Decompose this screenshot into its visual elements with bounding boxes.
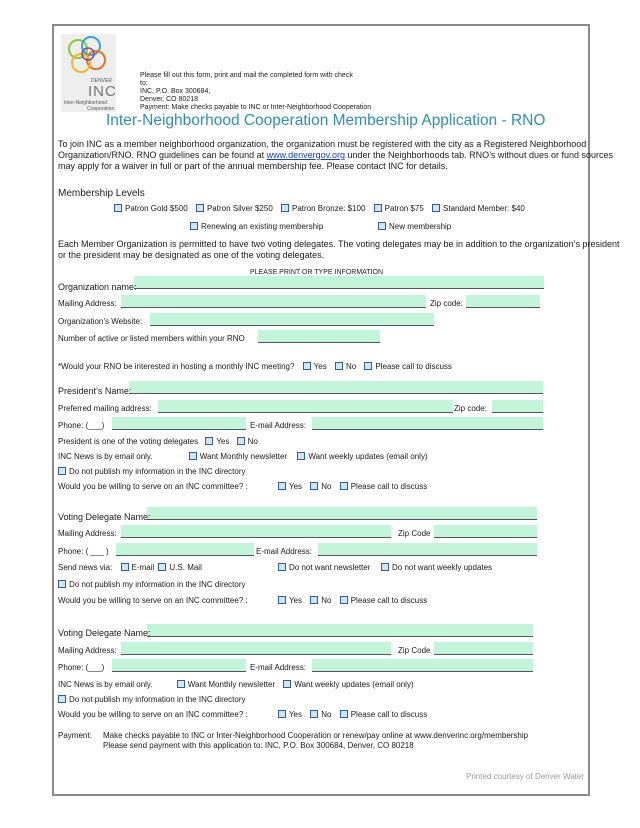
president-news-row: INC News is by email only. Want Monthly newsletter Want weekly updates (email only)	[58, 452, 428, 461]
delegates-note-line2: or the president may be designated as one of the voting delegates.	[58, 250, 325, 260]
checkbox-icon[interactable]	[58, 580, 66, 588]
checkbox-icon[interactable]	[177, 680, 185, 688]
checkbox-icon[interactable]	[303, 362, 311, 370]
host-no[interactable]: No	[335, 362, 356, 371]
checkbox-icon[interactable]	[310, 710, 318, 718]
delegate1-publish-option[interactable]: Do not publish my information in the INC directory	[58, 580, 246, 590]
delegate2-zip-field[interactable]	[434, 642, 533, 655]
delegate1-phone-label: Phone: ( ___ )	[58, 547, 109, 556]
delegate1-committee-yes[interactable]: Yes	[278, 596, 302, 605]
intro-line2: Organization/RNO. RNO guidelines can be found at www.denvergov.org under the Neighborhoods tab. RNO’s without dues or fund sources	[58, 150, 613, 160]
president-delegate-row: President is one of the voting delegates Yes No	[58, 437, 258, 446]
checkbox-icon[interactable]	[340, 710, 348, 718]
checkbox-icon[interactable]	[237, 437, 245, 445]
host-call[interactable]: Please call to discuss	[364, 362, 451, 371]
checkbox-icon[interactable]	[364, 362, 372, 370]
checkbox-icon[interactable]	[205, 437, 213, 445]
delegate1-committee-row: Would you be willing to serve on an INC committee? : Yes No Please call to discuss	[58, 596, 428, 605]
delegate2-email-field[interactable]	[312, 659, 533, 672]
checkbox-icon[interactable]	[432, 204, 440, 212]
application-form-page	[52, 24, 620, 796]
checkbox-icon[interactable]	[310, 596, 318, 604]
membership-heading: Membership Levels	[58, 188, 145, 199]
print-notice: PLEASE PRINT OR TYPE INFORMATION	[250, 269, 384, 276]
president-email-field[interactable]	[312, 417, 543, 430]
president-zip-field[interactable]	[492, 400, 543, 413]
president-committee-call[interactable]: Please call to discuss	[340, 482, 427, 491]
delegate2-committee-row: Would you be willing to serve on an INC committee? : Yes No Please call to discuss	[58, 710, 428, 719]
checkbox-icon[interactable]	[58, 695, 66, 703]
instructions-line: INC, P.O. Box 300684,	[140, 88, 211, 95]
delegate2-mailing-label: Mailing Address:	[58, 646, 117, 655]
delegate2-name-field[interactable]	[147, 624, 533, 637]
level-silver[interactable]: Patron Silver $250	[196, 204, 273, 213]
org-name-field[interactable]	[134, 276, 544, 289]
checkbox-icon[interactable]	[121, 563, 129, 571]
delegate2-zip-label: Zip Code	[398, 646, 431, 655]
president-news-monthly[interactable]: Want Monthly newsletter	[189, 452, 287, 461]
instructions-line: Denver, CO 80218	[140, 96, 198, 103]
president-phone-label: Phone: (___)	[58, 421, 105, 430]
payment-label: Payment:	[58, 731, 92, 740]
host-yes[interactable]: Yes	[303, 362, 327, 371]
checkbox-icon[interactable]	[58, 467, 66, 475]
level-standard[interactable]: Standard Member: $40	[432, 204, 525, 213]
org-mailing-label: Mailing Address:	[58, 299, 117, 308]
delegate1-send-email[interactable]: E-mail	[121, 563, 155, 572]
delegate2-address-field[interactable]	[121, 642, 391, 655]
logo-big-text: INC	[88, 83, 117, 100]
org-website-field[interactable]	[150, 313, 434, 326]
page-title: Inter-Neighborhood Cooperation Membership Application - RNO	[106, 112, 546, 129]
instructions-line: Please fill out this form, print and mail the completed form with check	[140, 72, 353, 79]
payment-line1: Make checks payable to INC or Inter-Neighborhood Cooperation or renew/pay online at www.denverinc.org/membership	[103, 731, 529, 740]
checkbox-icon[interactable]	[340, 482, 348, 490]
denvergov-link[interactable]: www.denvergov.org	[266, 150, 345, 160]
delegate1-email-field[interactable]	[318, 543, 537, 556]
president-address-label: Preferred mailing address:	[58, 404, 152, 413]
logo-rings-icon	[61, 34, 116, 78]
delegate1-phone-field[interactable]	[116, 543, 254, 556]
payment-line2: Please send payment with this application to: INC, P.O. Box 300684, Denver, CO 80218	[103, 741, 414, 750]
instructions-line: to:	[140, 80, 148, 87]
delegate1-committee-call[interactable]: Please call to discuss	[340, 596, 427, 605]
level-gold[interactable]: Patron Gold $500	[114, 204, 188, 213]
logo-sub2: Cooperation	[87, 106, 115, 112]
instructions-line: Payment: Make checks payable to INC or Inter-Neighborhood Cooperation	[140, 104, 372, 111]
delegate2-email-label: E-mail Address:	[250, 663, 307, 672]
delegate1-zip-label: Zip Code	[398, 529, 431, 538]
president-delegate-yes[interactable]: Yes	[205, 437, 229, 446]
footer-credit: Printed courtesy of Denver Water	[466, 772, 584, 781]
president-address-field[interactable]	[158, 400, 453, 413]
checkbox-icon[interactable]	[158, 563, 166, 571]
org-name-label: Organization name:	[58, 282, 137, 292]
delegate2-committee-yes[interactable]: Yes	[278, 710, 302, 719]
checkbox-icon[interactable]	[297, 452, 305, 460]
org-zip-field[interactable]	[466, 295, 540, 308]
delegate1-name-label: Voting Delegate Name:	[58, 512, 151, 522]
checkbox-icon[interactable]	[278, 482, 286, 490]
inc-logo	[61, 34, 116, 112]
org-website-label: Organization’s Website:	[58, 317, 143, 326]
logo-sub1: Inter-Neighborhood	[64, 100, 108, 106]
delegate1-send-row: Send news via: E-mail U.S. Mail	[58, 563, 202, 572]
checkbox-icon[interactable]	[283, 680, 291, 688]
president-committee-yes[interactable]: Yes	[278, 482, 302, 491]
new-membership-option[interactable]: New membership	[378, 222, 451, 232]
delegate1-send-mail[interactable]: U.S. Mail	[158, 563, 201, 572]
membership-levels-row	[114, 204, 525, 214]
president-zip-label: Zip code:	[454, 404, 487, 413]
checkbox-icon[interactable]	[374, 204, 382, 212]
checkbox-icon[interactable]	[278, 563, 286, 571]
delegate1-name-field[interactable]	[147, 507, 537, 520]
delegate1-mailing-label: Mailing Address:	[58, 529, 117, 538]
president-name-label: President’s Name:	[58, 386, 132, 396]
delegate2-news-weekly[interactable]: Want weekly updates (email only)	[283, 680, 413, 689]
checkbox-icon[interactable]	[340, 596, 348, 604]
president-publish-option[interactable]: Do not publish my information in the INC directory	[58, 467, 246, 477]
delegate1-no-newsletter[interactable]: Do not want newsletter	[278, 563, 370, 573]
checkbox-icon[interactable]	[381, 563, 389, 571]
delegate1-zip-field[interactable]	[434, 525, 537, 538]
checkbox-icon[interactable]	[189, 452, 197, 460]
checkbox-icon[interactable]	[281, 204, 289, 212]
delegate2-phone-field[interactable]	[112, 659, 246, 672]
members-count-field[interactable]	[258, 330, 380, 343]
president-delegate-no[interactable]: No	[237, 437, 258, 446]
delegate1-address-field[interactable]	[121, 525, 391, 538]
delegate2-name-label: Voting Delegate Name:	[58, 628, 151, 638]
checkbox-icon[interactable]	[114, 204, 122, 212]
president-news-weekly[interactable]: Want weekly updates (email only)	[297, 452, 427, 461]
checkbox-icon[interactable]	[196, 204, 204, 212]
intro-line1: To join INC as a member neighborhood organization, the organization must be registered with the city as a Registered Neighborhood	[58, 139, 587, 149]
president-name-field[interactable]	[129, 381, 543, 394]
org-mailing-field[interactable]	[121, 295, 426, 308]
level-bronze[interactable]: Patron Bronze: $100	[281, 204, 365, 213]
president-committee-row: Would you be willing to serve on an INC committee? : Yes No Please call to discuss	[58, 482, 428, 491]
checkbox-icon[interactable]	[278, 596, 286, 604]
checkbox-icon[interactable]	[278, 710, 286, 718]
level-patron[interactable]: Patron $75	[374, 204, 424, 213]
delegate1-no-weekly[interactable]: Do not want weekly updates	[381, 563, 492, 573]
president-phone-field[interactable]	[112, 417, 246, 430]
checkbox-icon[interactable]	[310, 482, 318, 490]
delegate1-email-label: E-mail Address:	[256, 547, 313, 556]
org-zip-label: Zip code:	[430, 299, 463, 308]
host-meeting-row: *Would your RNO be interested in hosting a monthly INC meeting? Yes No Please call to discuss	[58, 362, 452, 371]
checkbox-icon[interactable]	[378, 222, 386, 230]
delegate2-phone-label: Phone: (___)	[58, 663, 105, 672]
delegate1-committee-no[interactable]: No	[310, 596, 331, 605]
members-label: Number of active or listed members within your RNO	[58, 334, 245, 343]
president-committee-no[interactable]: No	[310, 482, 331, 491]
logo-top-text: DENVER	[91, 78, 112, 84]
president-email-label: E-mail Address:	[250, 421, 307, 430]
delegates-note-line1: Each Member Organization is permitted to have two voting delegates. The voting delegates may be in addition to the organization’s president	[58, 239, 620, 249]
delegate2-news-row: INC News is by email only. Want Monthly newsletter Want weekly updates (email only)	[58, 680, 414, 689]
delegate2-committee-no[interactable]: No	[310, 710, 331, 719]
delegate2-committee-call[interactable]: Please call to discuss	[340, 710, 427, 719]
checkbox-icon[interactable]	[190, 222, 198, 230]
delegate2-news-monthly[interactable]: Want Monthly newsletter	[177, 680, 275, 689]
intro-line3: may apply for a waiver in full or part of the annual membership fee. Please contact INC for details.	[58, 161, 448, 171]
checkbox-icon[interactable]	[335, 362, 343, 370]
renewing-option[interactable]: Renewing an existing membership	[190, 222, 323, 232]
delegate2-publish-option[interactable]: Do not publish my information in the INC directory	[58, 695, 246, 705]
